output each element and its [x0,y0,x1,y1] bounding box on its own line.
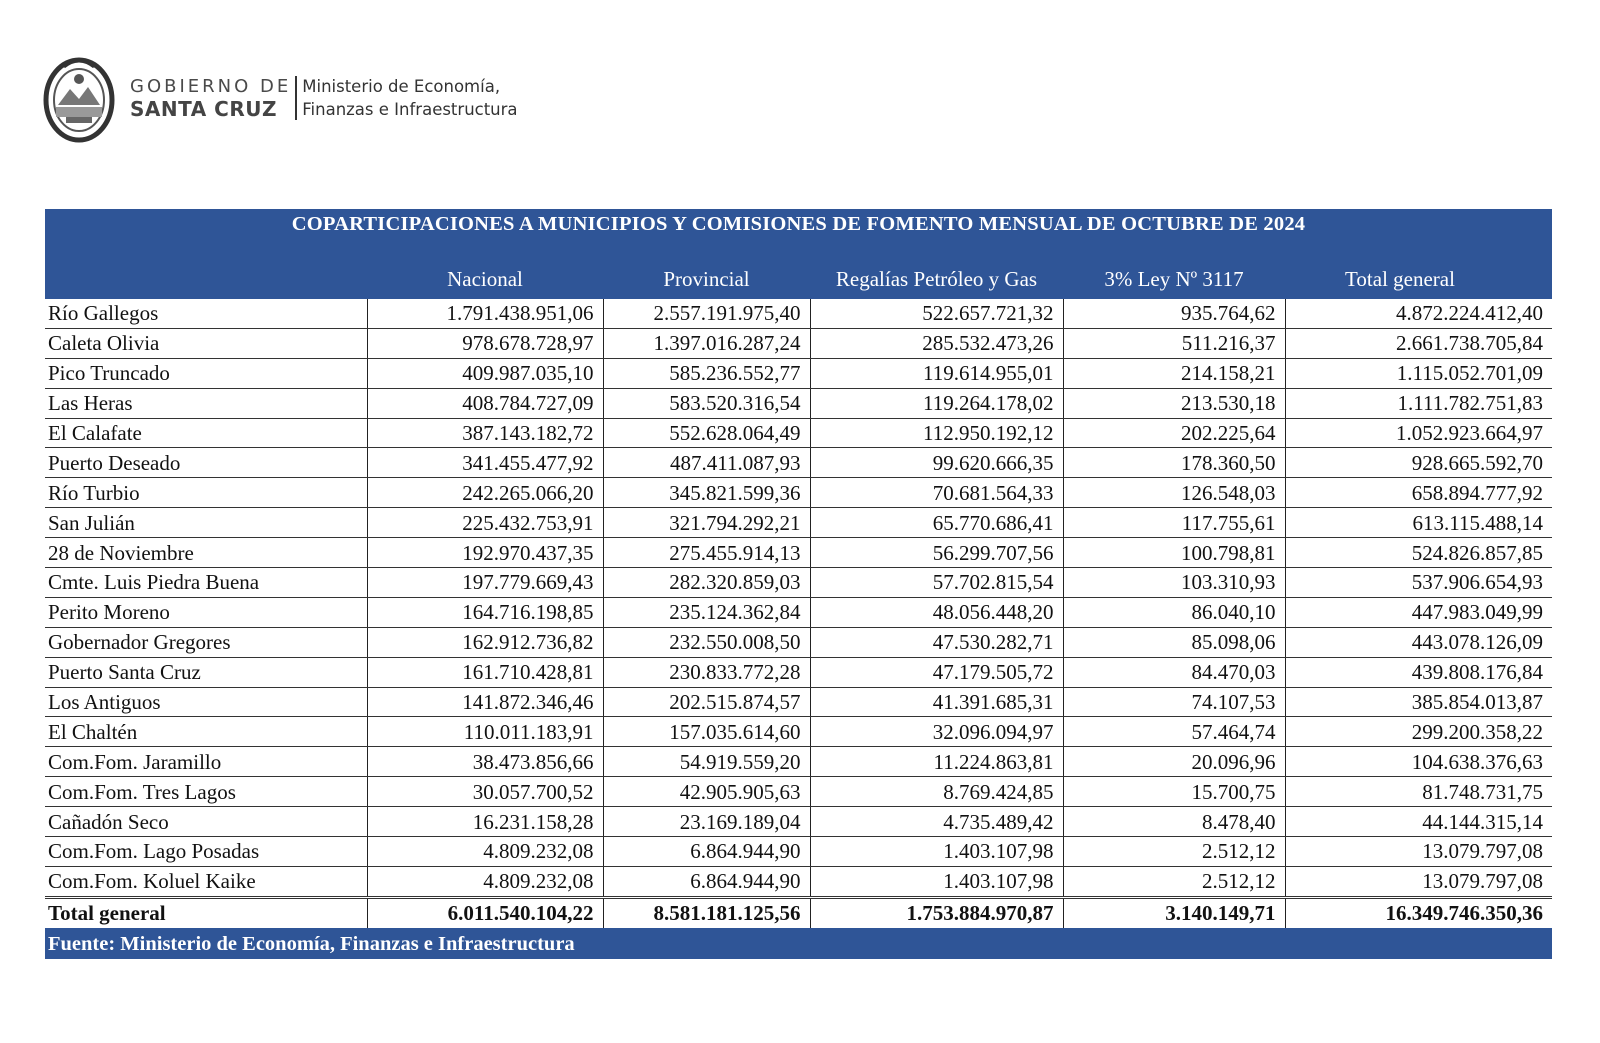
value-cell: 2.557.191.975,40 [603,299,810,328]
row-name-cell: Las Heras [45,388,367,418]
province-seal-icon [42,53,116,143]
row-name-cell: Com.Fom. Koluel Kaike [45,866,367,897]
value-cell: 192.970.437,35 [367,538,603,568]
value-cell: 1.111.782.751,83 [1285,388,1552,418]
table-header-band [45,209,1552,299]
table-row [45,448,1552,478]
value-cell: 99.620.666,35 [810,448,1063,478]
value-cell: 487.411.087,93 [603,448,810,478]
value-cell: 408.784.727,09 [367,388,603,418]
value-cell: 48.056.448,20 [810,597,1063,627]
value-cell: 2.512,12 [1063,866,1285,897]
value-cell: 85.098,06 [1063,627,1285,657]
value-cell: 100.798,81 [1063,538,1285,568]
value-cell: 178.360,50 [1063,448,1285,478]
value-cell: 4.872.224.412,40 [1285,299,1552,328]
data-table [45,299,1552,930]
value-cell: 385.854.013,87 [1285,687,1552,717]
value-cell: 8.478,40 [1063,807,1285,837]
row-name-cell: Cañadón Seco [45,807,367,837]
table-row [45,478,1552,508]
value-cell: 56.299.707,56 [810,538,1063,568]
value-cell: 1.397.016.287,24 [603,328,810,358]
value-cell: 162.912.736,82 [367,627,603,657]
gov-line-2: SANTA CRUZ [130,96,277,121]
value-cell: 104.638.376,63 [1285,747,1552,777]
source-note: Fuente: Ministerio de Economía, Finanzas e Infraestructura [45,930,1552,959]
row-name-cell: San Julián [45,508,367,538]
value-cell: 47.179.505,72 [810,657,1063,687]
table-row [45,657,1552,687]
row-name-cell: Gobernador Gregores [45,627,367,657]
value-cell: 978.678.728,97 [367,328,603,358]
value-cell: 230.833.772,28 [603,657,810,687]
value-cell: 285.532.473,26 [810,328,1063,358]
value-cell: 54.919.559,20 [603,747,810,777]
value-cell: 4.735.489,42 [810,807,1063,837]
value-cell: 8.581.181.125,56 [603,897,810,928]
value-cell: 1.403.107,98 [810,866,1063,897]
value-cell: 225.432.753,91 [367,508,603,538]
value-cell: 23.169.189,04 [603,807,810,837]
value-cell: 126.548,03 [1063,478,1285,508]
value-cell: 447.983.049,99 [1285,597,1552,627]
value-cell: 119.264.178,02 [810,388,1063,418]
value-cell: 2.661.738.705,84 [1285,328,1552,358]
value-cell: 86.040,10 [1063,597,1285,627]
value-cell: 202.225,64 [1063,418,1285,448]
value-cell: 345.821.599,36 [603,478,810,508]
table-row [45,418,1552,448]
row-name-cell: Puerto Deseado [45,448,367,478]
ministry-line-2: Finanzas e Infraestructura [302,100,518,119]
value-cell: 112.950.192,12 [810,418,1063,448]
value-cell: 4.809.232,08 [367,866,603,897]
value-cell: 141.872.346,46 [367,687,603,717]
value-cell: 928.665.592,70 [1285,448,1552,478]
value-cell: 103.310,93 [1063,568,1285,598]
table-row [45,627,1552,657]
table-row [45,538,1552,568]
value-cell: 1.791.438.951,06 [367,299,603,328]
value-cell: 65.770.686,41 [810,508,1063,538]
value-cell: 13.079.797,08 [1285,866,1552,897]
row-name-cell: Caleta Olivia [45,328,367,358]
row-name-cell: Cmte. Luis Piedra Buena [45,568,367,598]
value-cell: 387.143.182,72 [367,418,603,448]
row-name-cell: El Calafate [45,418,367,448]
gov-line-1: GOBIERNO DE [130,75,292,97]
table-row [45,747,1552,777]
value-cell: 282.320.859,03 [603,568,810,598]
value-cell: 1.753.884.970,87 [810,897,1063,928]
value-cell: 552.628.064,49 [603,418,810,448]
value-cell: 42.905.905,63 [603,777,810,807]
brand-divider [295,76,297,120]
value-cell: 164.716.198,85 [367,597,603,627]
value-cell: 110.011.183,91 [367,717,603,747]
value-cell: 935.764,62 [1063,299,1285,328]
value-cell: 74.107,53 [1063,687,1285,717]
value-cell: 16.231.158,28 [367,807,603,837]
value-cell: 32.096.094,97 [810,717,1063,747]
value-cell: 57.464,74 [1063,717,1285,747]
row-name-cell: Perito Moreno [45,597,367,627]
value-cell: 57.702.815,54 [810,568,1063,598]
value-cell: 585.236.552,77 [603,358,810,388]
table-row [45,717,1552,747]
table-row [45,388,1552,418]
value-cell: 235.124.362,84 [603,597,810,627]
value-cell: 117.755,61 [1063,508,1285,538]
value-cell: 3.140.149,71 [1063,897,1285,928]
column-header-nacional: Nacional [447,267,523,291]
value-cell: 1.052.923.664,97 [1285,418,1552,448]
table-row [45,328,1552,358]
value-cell: 70.681.564,33 [810,478,1063,508]
ministry-line-1: Ministerio de Economía, [302,77,501,96]
value-cell: 84.470,03 [1063,657,1285,687]
value-cell: 30.057.700,52 [367,777,603,807]
value-cell: 511.216,37 [1063,328,1285,358]
value-cell: 1.403.107,98 [810,837,1063,867]
coparticipation-table [45,209,1552,959]
table-row [45,777,1552,807]
value-cell: 537.906.654,93 [1285,568,1552,598]
value-cell: 44.144.315,14 [1285,807,1552,837]
table-row [45,837,1552,867]
value-cell: 409.987.035,10 [367,358,603,388]
table-row [45,358,1552,388]
table-row [45,807,1552,837]
value-cell: 161.710.428,81 [367,657,603,687]
table-row [45,568,1552,598]
table-row [45,299,1552,328]
value-cell: 242.265.066,20 [367,478,603,508]
value-cell: 38.473.856,66 [367,747,603,777]
value-cell: 439.808.176,84 [1285,657,1552,687]
value-cell: 321.794.292,21 [603,508,810,538]
value-cell: 6.011.540.104,22 [367,897,603,928]
column-header-regalias: Regalías Petróleo y Gas [835,267,1038,291]
value-cell: 13.079.797,08 [1285,837,1552,867]
government-brand [130,75,518,121]
value-cell: 658.894.777,92 [1285,478,1552,508]
value-cell: 214.158,21 [1063,358,1285,388]
value-cell: 6.864.944,90 [603,837,810,867]
row-name-cell: Los Antiguos [45,687,367,717]
total-row [45,897,1552,928]
table-row [45,687,1552,717]
value-cell: 1.115.052.701,09 [1285,358,1552,388]
value-cell: 8.769.424,85 [810,777,1063,807]
value-cell: 41.391.685,31 [810,687,1063,717]
row-name-cell: Río Turbio [45,478,367,508]
row-name-cell: Com.Fom. Tres Lagos [45,777,367,807]
page-header [42,52,518,144]
column-header-provincial: Provincial [663,267,750,291]
row-name-cell: Com.Fom. Jaramillo [45,747,367,777]
table-row [45,597,1552,627]
row-name-cell: El Chaltén [45,717,367,747]
value-cell: 2.512,12 [1063,837,1285,867]
row-name-cell: Puerto Santa Cruz [45,657,367,687]
value-cell: 197.779.669,43 [367,568,603,598]
table-title: COPARTICIPACIONES A MUNICIPIOS Y COMISIONES DE FOMENTO MENSUAL DE OCTUBRE DE 2024 [291,213,1306,235]
value-cell: 119.614.955,01 [810,358,1063,388]
value-cell: 157.035.614,60 [603,717,810,747]
value-cell: 202.515.874,57 [603,687,810,717]
value-cell: 299.200.358,22 [1285,717,1552,747]
value-cell: 11.224.863,81 [810,747,1063,777]
value-cell: 6.864.944,90 [603,866,810,897]
value-cell: 20.096,96 [1063,747,1285,777]
value-cell: 4.809.232,08 [367,837,603,867]
value-cell: 213.530,18 [1063,388,1285,418]
value-cell: 232.550.008,50 [603,627,810,657]
value-cell: 583.520.316,54 [603,388,810,418]
value-cell: 16.349.746.350,36 [1285,897,1552,928]
column-header-ley-3117: 3% Ley Nº 3117 [1104,267,1244,291]
value-cell: 275.455.914,13 [603,538,810,568]
column-header-total: Total general [1345,267,1455,291]
table-row [45,508,1552,538]
row-name-cell: Total general [45,897,367,928]
value-cell: 443.078.126,09 [1285,627,1552,657]
value-cell: 522.657.721,32 [810,299,1063,328]
value-cell: 613.115.488,14 [1285,508,1552,538]
row-name-cell: Río Gallegos [45,299,367,328]
row-name-cell: Com.Fom. Lago Posadas [45,837,367,867]
row-name-cell: Pico Truncado [45,358,367,388]
value-cell: 47.530.282,71 [810,627,1063,657]
value-cell: 81.748.731,75 [1285,777,1552,807]
table-row [45,866,1552,897]
value-cell: 15.700,75 [1063,777,1285,807]
table-body [45,299,1552,929]
value-cell: 524.826.857,85 [1285,538,1552,568]
value-cell: 341.455.477,92 [367,448,603,478]
row-name-cell: 28 de Noviembre [45,538,367,568]
